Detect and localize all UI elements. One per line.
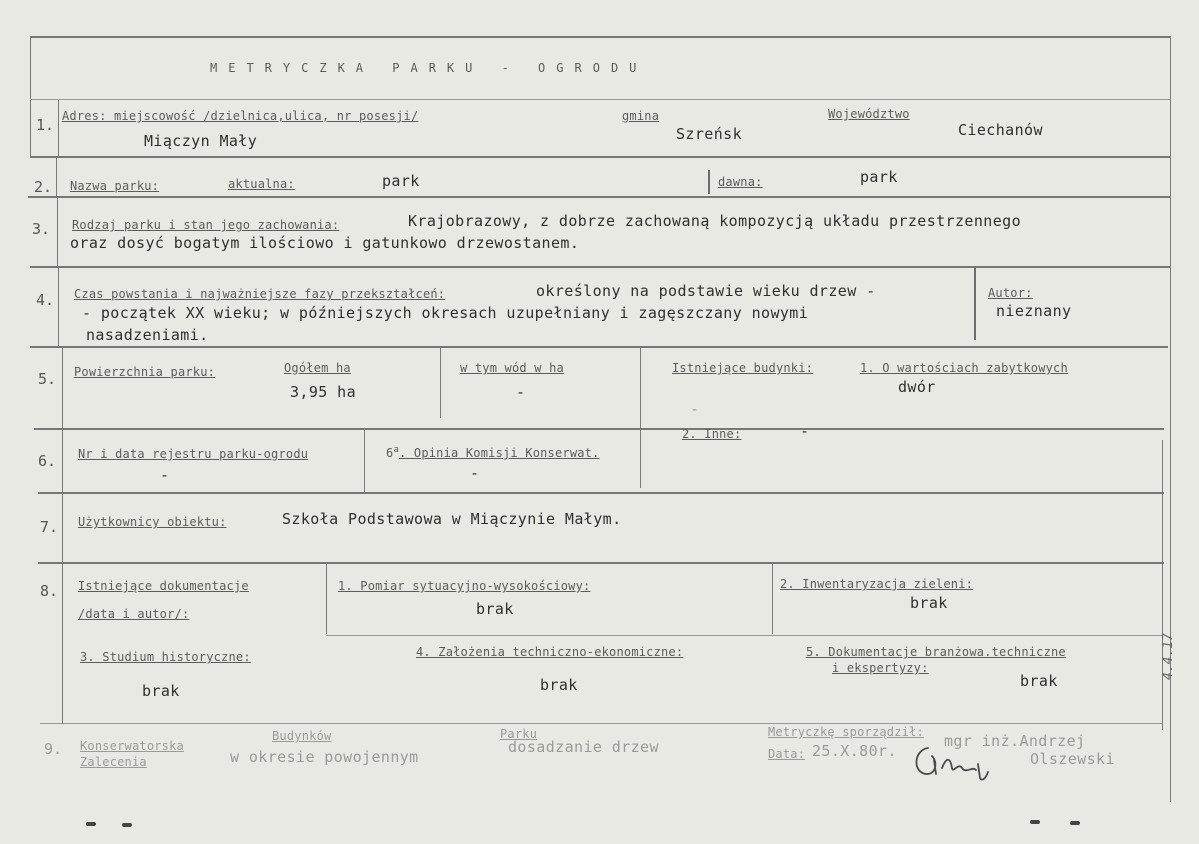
signature-icon <box>906 738 1026 784</box>
row-number-4: 4. <box>36 291 55 309</box>
punch-hole-left-1 <box>86 822 96 826</box>
address-label: Adres: miejscowość /dzielnica,ulica, nr posesji/ <box>62 109 419 123</box>
branch-documentation-label-2: i ekspertyzy: <box>832 661 929 675</box>
conservation-label-2: Zalecenia <box>80 755 147 769</box>
history-phases-text-1: określony na podstawie wieku drzew - <box>536 282 876 300</box>
margin-note: 4.4.17 <box>1161 633 1176 680</box>
historic-buildings-dash: - <box>690 400 700 418</box>
date-value: 25.X.80r. <box>812 742 897 760</box>
park-type-text-1: Krajobrazowy, z dobrze zachowaną kompozycją układu przestrzennego <box>408 212 1021 230</box>
opinion-label <box>386 446 600 459</box>
greenery-inventory-label: 2. Inwentaryzacja zieleni: <box>780 577 974 591</box>
other-buildings-label: 2. Inne: <box>682 427 742 441</box>
historic-buildings-value: dwór <box>898 378 936 396</box>
users-value: Szkoła Podstawowa w Miączynie Małym. <box>282 510 622 528</box>
survey-label: 1. Pomiar sytuacyjno-wysokościowy: <box>338 579 591 593</box>
buildings-recommendation-value: w okresie powojennym <box>230 748 419 766</box>
voivodeship-label: Województwo <box>828 107 910 121</box>
historical-study-label: 3. Studium historyczne: <box>80 650 251 664</box>
history-phases-text-3: nasadzeniami. <box>86 326 209 344</box>
history-phases-label: Czas powstania i najważniejsze fazy przekształceń: <box>74 287 446 301</box>
current-name-label: aktualna: <box>228 177 295 191</box>
park-name-label: Nazwa parku: <box>70 179 160 193</box>
history-phases-text-2: - początek XX wieku; w późniejszych okresach uzupełniany i zagęszczany nowymi <box>82 304 809 322</box>
gmina-label: gmina <box>622 109 660 123</box>
water-area-label: w tym wód w ha <box>460 361 564 375</box>
row-number-9: 9. <box>44 740 63 758</box>
total-area-label: Ogółem ha <box>284 361 351 375</box>
park-type-label: Rodzaj parku i stan jego zachowania: <box>72 218 340 232</box>
row-number-1: 1. <box>36 116 55 134</box>
buildings-recommendation-label: Budynków <box>272 729 332 743</box>
register-value: - <box>160 466 170 484</box>
users-label: Użytkownicy obiektu: <box>78 515 227 529</box>
greenery-inventory-value: brak <box>910 594 948 612</box>
row-number-5: 5. <box>38 370 57 388</box>
row-number-3: 3. <box>32 220 51 238</box>
water-area-value: - <box>516 383 526 401</box>
author-name-line-2: Olszewski <box>1030 750 1115 768</box>
register-label: Nr i data rejestru parku-ogrodu <box>78 447 309 461</box>
document-title: METRYCZKA PARKU - OGRODU <box>210 61 648 75</box>
branch-documentation-value: brak <box>1020 672 1058 690</box>
park-recommendation-value: dosadzanie drzew <box>508 738 659 756</box>
voivodeship-value: Ciechanów <box>958 121 1043 139</box>
row-number-7: 7. <box>40 518 59 536</box>
total-area-value: 3,95 ha <box>290 383 357 401</box>
author-name-line-1: mgr inż.Andrzej <box>944 732 1086 750</box>
date-label: Data: <box>768 747 806 761</box>
park-area-label: Powierzchnia parku: <box>74 365 216 379</box>
other-buildings-value: - <box>800 422 810 440</box>
park-recommendation-label: Parku <box>500 727 538 741</box>
gmina-value: Szreńsk <box>676 125 743 143</box>
punch-hole-right-2 <box>1070 821 1080 825</box>
park-type-text-2: oraz dosyć bogatym ilościowo i gatunkowo drzewostanem. <box>70 234 580 252</box>
historical-study-value: brak <box>142 682 180 700</box>
branch-documentation-label-1: 5. Dokumentacje branżowa.techniczne <box>806 645 1066 659</box>
row-number-8: 8. <box>40 582 59 600</box>
prepared-by-label: Metryczkę sporządził: <box>768 725 924 739</box>
opinion-label-text: . Opinia Komisji Konserwat. <box>399 446 600 460</box>
documentation-label-1: Istniejące dokumentacje <box>78 579 249 593</box>
technical-assumptions-label: 4. Założenia techniczno-ekonomiczne: <box>416 645 684 659</box>
author-value: nieznany <box>996 302 1072 320</box>
opinion-value: - <box>470 464 480 482</box>
row-number-6: 6. <box>38 452 57 470</box>
former-name-value: park <box>860 168 898 186</box>
address-value: Miączyn Mały <box>144 132 258 150</box>
survey-value: brak <box>476 600 514 618</box>
opinion-label-number: 6 <box>386 446 394 460</box>
author-label: Autor: <box>988 286 1033 300</box>
documentation-label-2: /data i autor/: <box>78 607 190 621</box>
technical-assumptions-value: brak <box>540 676 578 694</box>
row-number-2: 2. <box>34 178 53 196</box>
current-name-value: park <box>382 172 420 190</box>
conservation-label-1: Konserwatorska <box>80 739 184 753</box>
opinion-label-sup: a <box>393 445 400 455</box>
punch-hole-left-2 <box>122 823 132 827</box>
historic-buildings-label: 1. O wartościach zabytkowych <box>860 361 1068 375</box>
former-name-label: dawna: <box>718 175 763 189</box>
punch-hole-right-1 <box>1030 820 1040 824</box>
existing-buildings-label: Istniejące budynki: <box>672 361 814 375</box>
